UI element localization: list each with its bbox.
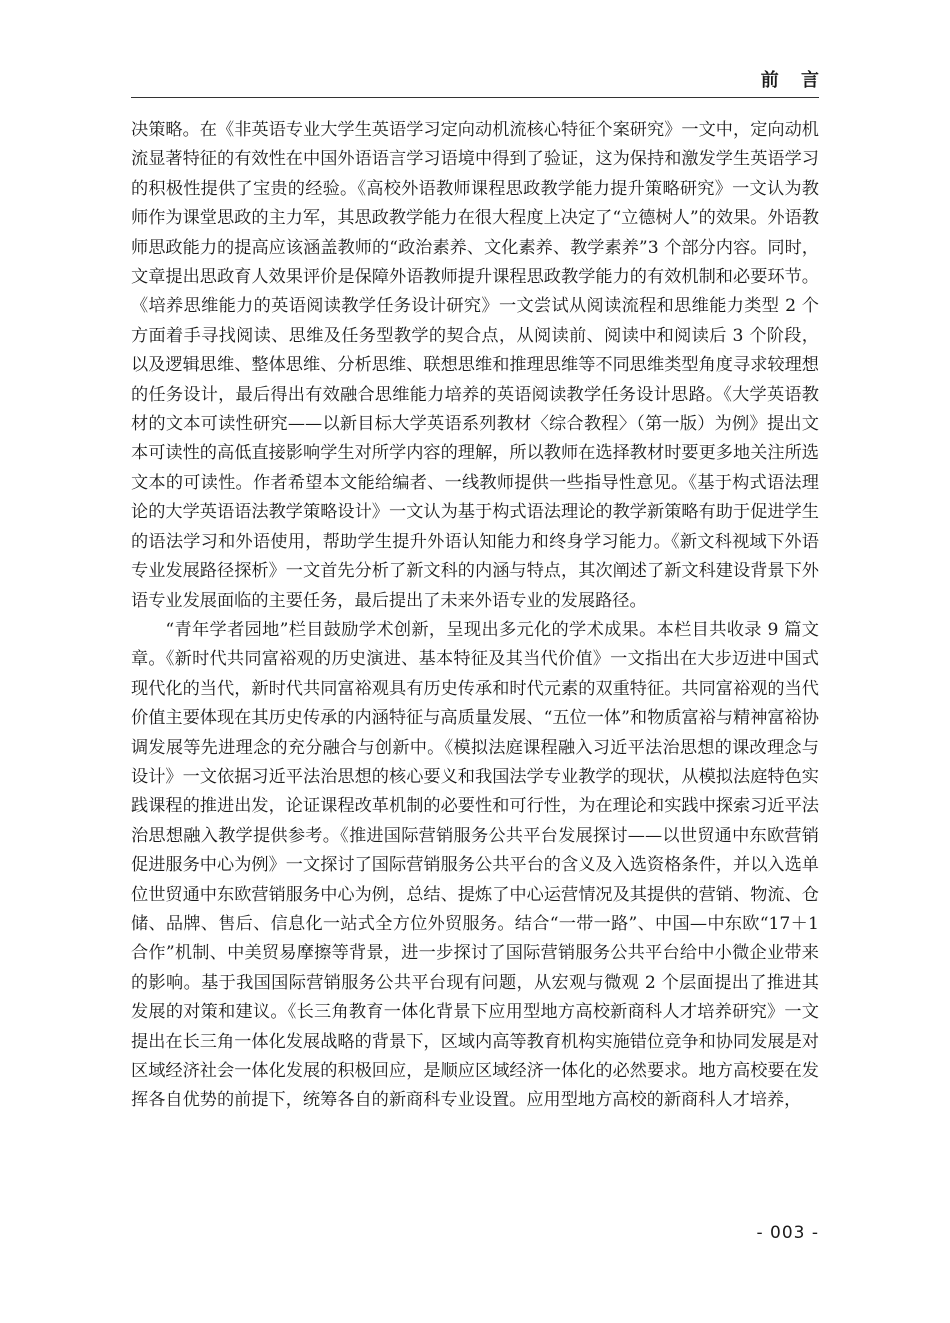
header-rule: [131, 97, 819, 98]
body-text: [131, 116, 819, 1116]
paragraph-youth-scholars: “青年学者园地”栏目鼓励学术创新，呈现出多元化的学术成果。本栏目共收录 9 篇文章。《新时代共同富裕观的历史演进、基本特征及其当代价值》一文指出在大步迈进中国式现代化的当代，新时代共同富裕观具有历史传承和时代元素的双重特征。共同富裕观的当代价值主要体现在其历史传承的内涵特征与高质量发展、“五位一体”和物质富裕与精神富裕协调发展等先进理念的充分融合与创新中。《模拟法庭课程融入习近平法治思想的课改理念与设计》一文依据习近平法治思想的核心要义和我国法学专业教学的现状，从模拟法庭特色实践课程的推进出发，论证课程改革机制的必要性和可行性，为在理论和实践中探索习近平法治思想融入教学提供参考。《推进国际营销服务公共平台发展探讨——以世贸通中东欧营销促进服务中心为例》一文探讨了国际营销服务公共平台的含义及入选资格条件，并以入选单位世贸通中东欧营销服务中心为例，总结、提炼了中心运营情况及其提供的营销、物流、仓储、品牌、售后、信息化一站式全方位外贸服务。结合“一带一路”、中国—中东欧“17＋1 合作”机制、中美贸易摩擦等背景，进一步探讨了国际营销服务公共平台给中小微企业带来的影响。基于我国国际营销服务公共平台现有问题，从宏观与微观 2 个层面提出了推进其发展的对策和建议。《长三角教育一体化背景下应用型地方高校新商科人才培养研究》一文提出在长三角一体化发展战略的背景下，区域内高等教育机构实施错位竞争和协同发展是对区域经济社会一体化发展的积极回应，是顺应区域经济一体化的必然要求。地方高校要在发挥各自优势的前提下，统筹各自的新商科专业设置。应用型地方高校的新商科人才培养，: [131, 619, 819, 1111]
paragraph-continued: 决策略。在《非英语专业大学生英语学习定向动机流核心特征个案研究》一文中，定向动机流显著特征的有效性在中国外语语言学习语境中得到了验证，这为保持和激发学生英语学习的积极性提供了宝贵的经验。《高校外语教师课程思政教学能力提升策略研究》一文认为教师作为课堂思政的主力军，其思政教学能力在很大程度上决定了“立德树人”的效果。外语教师思政能力的提高应该涵盖教师的“政治素养、文化素养、教学素养”3 个部分内容。同时，文章提出思政育人效果评价是保障外语教师提升课程思政教学能力的有效机制和必要环节。《培养思维能力的英语阅读教学任务设计研究》一文尝试从阅读流程和思维能力类型 2 个方面着手寻找阅读、思维及任务型教学的契合点，从阅读前、阅读中和阅读后 3 个阶段，以及逻辑思维、整体思维、分析思维、联想思维和推理思维等不同思维类型角度寻求较理想的任务设计，最后得出有效融合思维能力培养的英语阅读教学任务设计思路。《大学英语教材的文本可读性研究——以新目标大学英语系列教材〈综合教程〉（第一版）为例》提出文本可读性的高低直接影响学生对所学内容的理解，所以教师在选择教材时要更多地关注所选文本的可读性。作者希望本文能给编者、一线教师提供一些指导性意见。《基于构式语法理论的大学英语语法教学策略设计》一文认为基于构式语法理论的教学新策略有助于促进学生的语法学习和外语使用，帮助学生提升外语认知能力和终身学习能力。《新文科视域下外语专业发展路径探析》一文首先分析了新文科的内涵与特点，其次阐述了新文科建设背景下外语专业发展面临的主要任务，最后提出了未来外语专业的发展路径。: [131, 120, 819, 611]
section-title: 前 言: [760, 70, 827, 91]
page-header: [131, 68, 827, 98]
page-number: - 003 -: [756, 1223, 819, 1243]
